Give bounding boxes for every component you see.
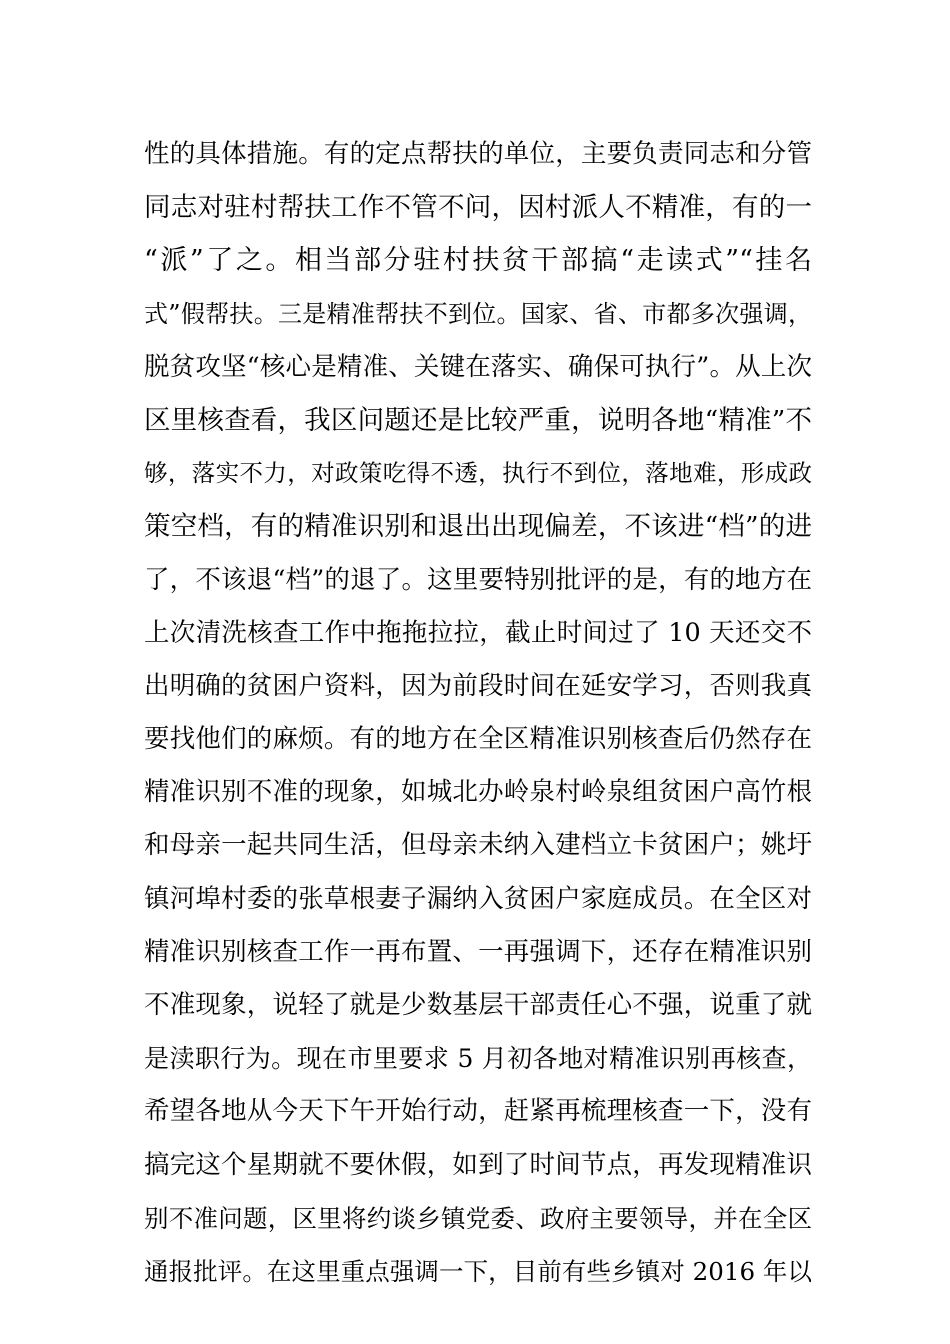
text-line-10: 上次清洗核查工作中拖拖拉拉，截止时间过了 10 天还交不 bbox=[144, 617, 812, 648]
text-line-5: 脱贫攻坚“核心是精准、关键在落实、确保可执行”。从上次 bbox=[144, 351, 812, 382]
text-line-19: 希望各地从今天下午开始行动，赶紧再梳理核查一下，没有 bbox=[144, 1096, 812, 1127]
text-line-15: 镇河埠村委的张草根妻子漏纳入贫困户家庭成员。在全区对 bbox=[144, 883, 812, 914]
text-line-22: 通报批评。在这里重点强调一下，目前有些乡镇对 2016 年以 bbox=[144, 1256, 812, 1286]
body-text bbox=[144, 128, 812, 1298]
text-line-13: 精准识别不准的现象，如城北办岭泉村岭泉组贫困户高竹根 bbox=[144, 777, 812, 808]
text-line-8: 策空档，有的精准识别和退出出现偏差，不该进“档”的进 bbox=[144, 511, 812, 543]
text-line-2: 同志对驻村帮扶工作不管不问，因村派人不精准，有的一 bbox=[144, 192, 812, 224]
text-line-4: 式”假帮扶。三是精准帮扶不到位。国家、省、市都多次强调， bbox=[144, 299, 812, 328]
text-line-17: 不准现象，说轻了就是少数基层干部责任心不强，说重了就 bbox=[144, 990, 812, 1020]
text-line-6: 区里核查看，我区问题还是比较严重，说明各地“精准”不 bbox=[144, 404, 812, 436]
text-line-9: 了，不该退“档”的退了。这里要特别批评的是，有的地方在 bbox=[144, 564, 812, 595]
text-line-14: 和母亲一起共同生活，但母亲未纳入建档立卡贫困户；姚圩 bbox=[144, 830, 812, 861]
text-line-16: 精准识别核查工作一再布置、一再强调下，还存在精准识别 bbox=[144, 936, 812, 967]
text-line-7: 够，落实不力，对政策吃得不透，执行不到位，落地难，形成政 bbox=[144, 459, 812, 488]
text-line-1: 性的具体措施。有的定点帮扶的单位，主要负责同志和分管 bbox=[144, 139, 812, 169]
text-line-20: 搞完这个星期就不要休假，如到了时间节点，再发现精准识 bbox=[144, 1149, 812, 1180]
text-line-18: 是渎职行为。现在市里要求 5 月初各地对精准识别再核查， bbox=[144, 1044, 812, 1074]
text-line-12: 要找他们的麻烦。有的地方在全区精准识别核查后仍然存在 bbox=[144, 724, 812, 755]
text-line-21: 别不准问题，区里将约谈乡镇党委、政府主要领导，并在全区 bbox=[144, 1203, 812, 1233]
text-line-11: 出明确的贫困户资料，因为前段时间在延安学习，否则我真 bbox=[144, 670, 812, 701]
text-line-3: “派”了之。相当部分驻村扶贫干部搞“走读式”“挂名 bbox=[144, 245, 812, 277]
